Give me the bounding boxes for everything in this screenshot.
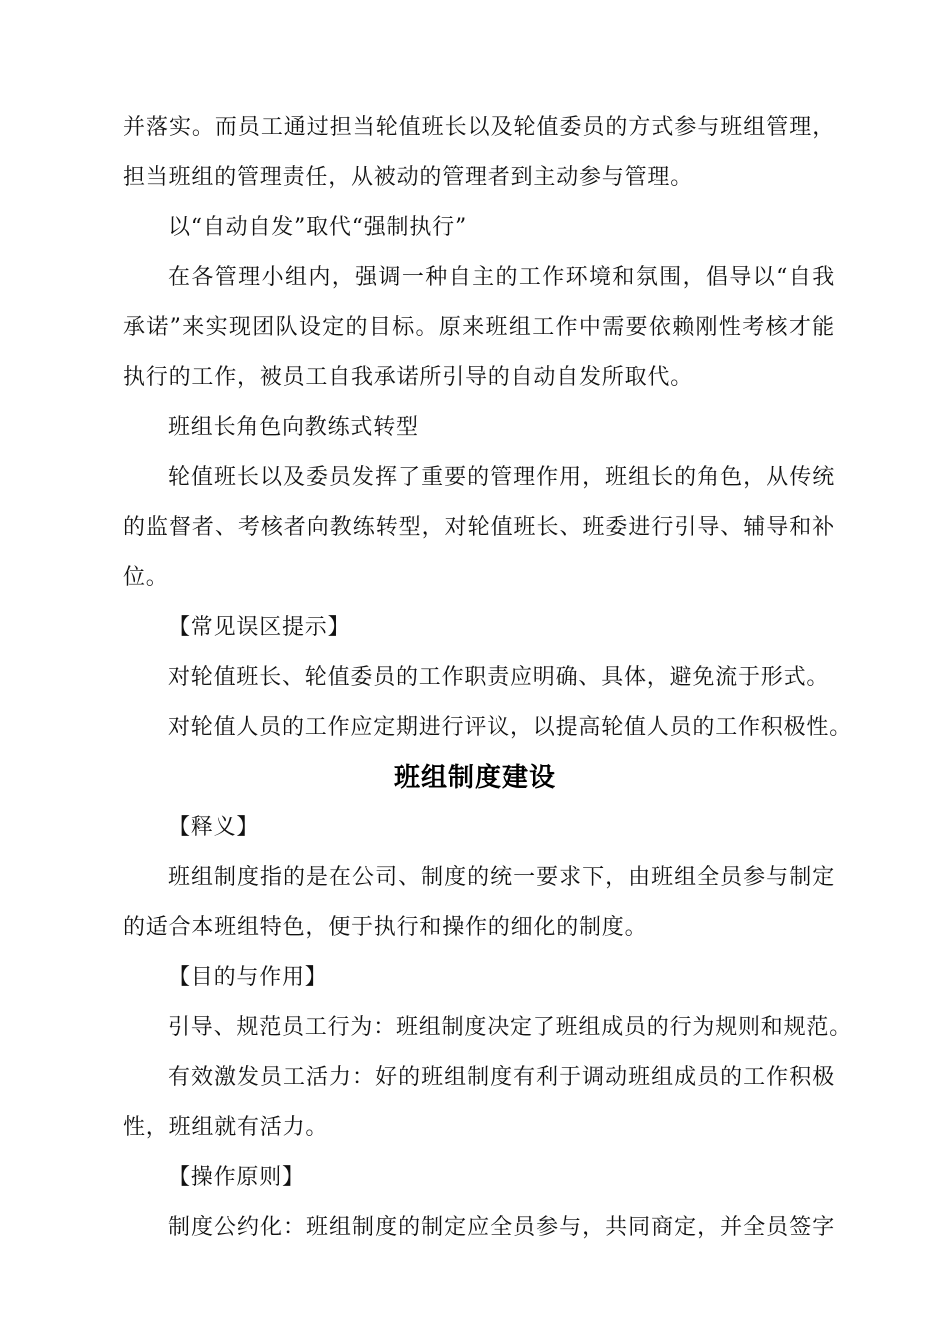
subheading-line: 班组长角色向教练式转型 (168, 415, 419, 440)
body-text-line: 对轮值人员的工作应定期进行评议，以提高轮值人员的工作积极性。 (168, 715, 853, 740)
section-heading: 班组制度建设 (393, 763, 556, 793)
section-label: 【目的与作用】 (168, 965, 328, 990)
body-text-line: 引导、规范员工行为：班组制度决定了班组成员的行为规则和规范。 (168, 1015, 853, 1040)
body-text-line: 对轮值班长、轮值委员的工作职责应明确、具体，避免流于形式。 (168, 665, 830, 690)
subheading-line: 以“自动自发”取代“强制执行” (168, 215, 467, 240)
body-text-line: 轮值班长以及委员发挥了重要的管理作用，班组长的角色，从传统 (168, 465, 835, 490)
body-text-line: 担当班组的管理责任，从被动的管理者到主动参与管理。 (123, 165, 694, 190)
body-text-line: 性，班组就有活力。 (123, 1115, 329, 1140)
body-text-line: 制度公约化：班组制度的制定应全员参与，共同商定，并全员签字 (168, 1215, 835, 1240)
body-text-line: 位。 (123, 565, 169, 590)
section-label: 【释义】 (168, 815, 260, 840)
body-text-line: 的监督者、考核者向教练转型，对轮值班长、班委进行引导、辅导和补 (123, 515, 835, 540)
section-label: 【操作原则】 (168, 1165, 305, 1190)
body-text-line: 的适合本班组特色，便于执行和操作的细化的制度。 (123, 915, 648, 940)
section-label: 【常见误区提示】 (168, 615, 351, 640)
body-text-line: 执行的工作，被员工自我承诺所引导的自动自发所取代。 (123, 365, 694, 390)
body-text-line: 承诺”来实现团队设定的目标。原来班组工作中需要依赖刚性考核才能 (123, 315, 835, 340)
body-text-line: 班组制度指的是在公司、制度的统一要求下，由班组全员参与制定 (168, 865, 835, 890)
body-text-line: 并落实。而员工通过担当轮值班长以及轮值委员的方式参与班组管理， (123, 115, 835, 140)
body-text-line: 在各管理小组内，强调一种自主的工作环境和氛围，倡导以“自我 (168, 265, 835, 290)
body-text-line: 有效激发员工活力：好的班组制度有利于调动班组成员的工作积极 (168, 1065, 835, 1090)
